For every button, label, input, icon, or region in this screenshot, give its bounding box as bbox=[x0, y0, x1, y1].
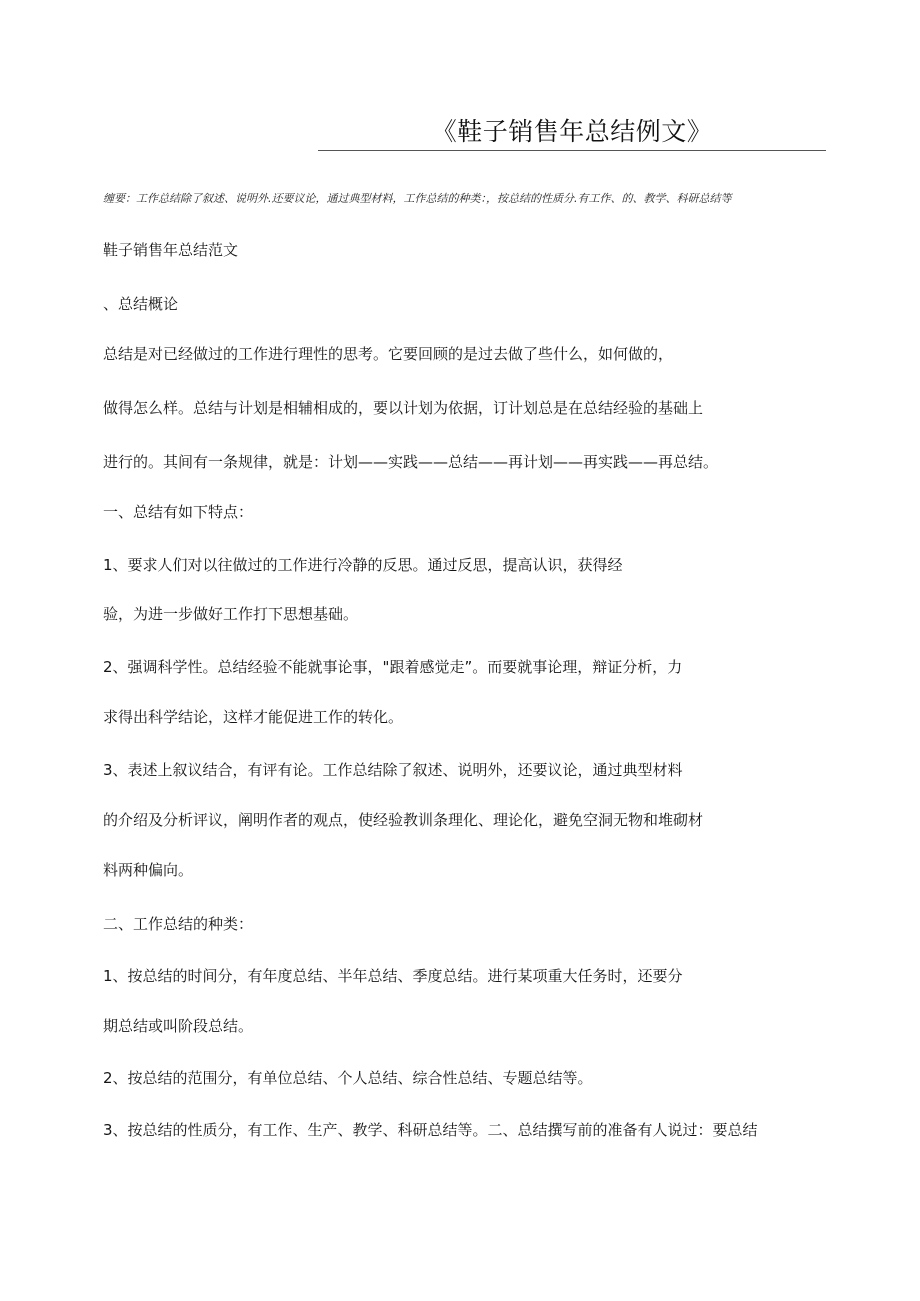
paragraph-line: 进行的。其间有一条规律，就是：计划——实践——总结——再计划——再实践——再总结。 bbox=[103, 453, 719, 471]
paragraph-line: 1、要求人们对以往做过的工作进行冷静的反思。通过反思，提高认识，获得经 bbox=[103, 556, 623, 574]
paragraph-line: 总结是对已经做过的工作进行理性的思考。它要回顾的是过去做了些什么，如何做的， bbox=[103, 345, 674, 363]
paragraph-line: 做得怎么样。总结与计划是相辅相成的，要以计划为依据，订计划总是在总结经验的基础上 bbox=[103, 399, 704, 417]
paragraph-line: 料两种偏向。 bbox=[103, 861, 194, 879]
paragraph-line: 2、强调科学性。总结经验不能就事论事，"跟着感觉走”。而要就事论理，辩证分析，力 bbox=[103, 658, 683, 676]
paragraph-line: 3、按总结的性质分，有工作、生产、教学、科研总结等。二、总结撰写前的准备有人说过：要总结 bbox=[103, 1121, 758, 1139]
document-title: 《鞋子销售年总结例文》 bbox=[431, 117, 713, 146]
paragraph-line: 二、工作总结的种类： bbox=[103, 915, 254, 933]
paragraph-line: 一、总结有如下特点： bbox=[103, 503, 254, 521]
paragraph-line: 求得出科学结论，这样才能促进工作的转化。 bbox=[103, 708, 404, 726]
paragraph-line: 期总结或叫阶段总结。 bbox=[103, 1017, 254, 1035]
paragraph-line: 的介绍及分析评议，阐明作者的观点，使经验教训条理化、理论化，避免空洞无物和堆砌材 bbox=[103, 811, 704, 829]
paragraph-line: 、总结概论 bbox=[103, 295, 179, 313]
abstract-text: 缠要：工作总结除了叙述、说明外.还要议论，通过典型材料，工作总结的种类：，按总结的性质分.有工作、的、教学、科研总结等 bbox=[103, 192, 732, 205]
title-underline bbox=[318, 150, 826, 151]
paragraph-line: 验，为进一步做好工作打下思想基础。 bbox=[103, 605, 359, 623]
paragraph-line: 鞋子销售年总结范文 bbox=[103, 241, 239, 259]
paragraph-line: 1、按总结的时间分，有年度总结、半年总结、季度总结。进行某项重大任务时，还要分 bbox=[103, 967, 683, 985]
paragraph-line: 2、按总结的范围分，有单位总结、个人总结、综合性总结、专题总结等。 bbox=[103, 1069, 593, 1087]
paragraph-line: 3、表述上叙议结合，有评有论。工作总结除了叙述、说明外，还要议论，通过典型材料 bbox=[103, 761, 683, 779]
